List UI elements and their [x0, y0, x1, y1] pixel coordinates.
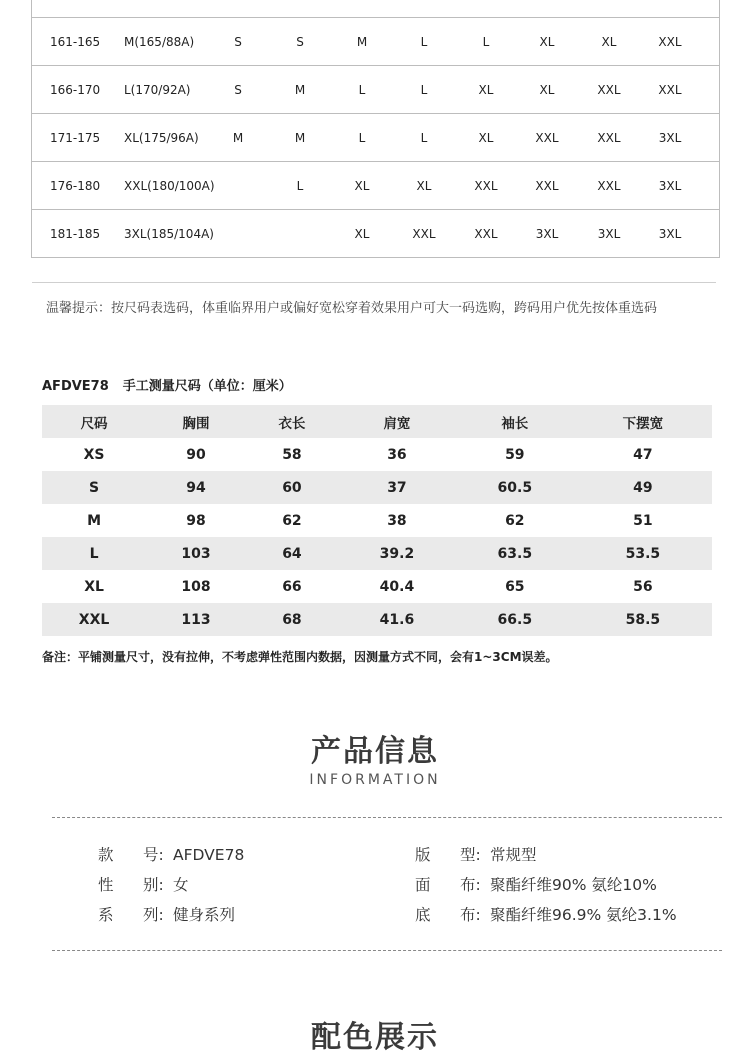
size-cell: L — [358, 130, 366, 145]
measure-header-cell: 袖长 — [501, 415, 529, 432]
measure-cell: 90 — [186, 446, 206, 463]
info-fit — [415, 843, 537, 865]
measure-cell: 39.2 — [379, 545, 415, 562]
measure-cell: XS — [83, 446, 105, 463]
info-fabric — [415, 873, 657, 895]
height-range — [50, 0, 100, 1]
measure-cell: 40.4 — [379, 578, 415, 595]
measure-cell: 66.5 — [497, 611, 533, 628]
measure-table — [42, 405, 712, 636]
size-cell: L — [296, 178, 304, 193]
height-range: 171-175 — [50, 130, 101, 145]
info-value: 常规型 — [490, 846, 537, 864]
measure-cell: 60.5 — [497, 479, 533, 496]
info-label: 型: — [460, 846, 481, 864]
info-label: 底 — [415, 906, 431, 924]
measure-cell: 37 — [387, 479, 407, 496]
measure-cell: XL — [84, 578, 104, 595]
size-cell: 3XL — [535, 226, 559, 241]
measure-header-row — [42, 405, 712, 438]
size-label: L(170/92A) — [124, 82, 191, 97]
size-label: XL(175/96A) — [124, 130, 199, 145]
size-chart-row — [32, 17, 719, 65]
color-section-title: 配色展示 — [311, 1020, 439, 1055]
size-cell — [218, 0, 258, 1]
measure-cell: 108 — [181, 578, 211, 595]
info-label: 面 — [415, 876, 431, 894]
info-label: 版 — [415, 846, 431, 864]
size-cell: XXL — [597, 178, 621, 193]
size-cell: XXL — [474, 178, 498, 193]
measure-cell: M — [87, 512, 102, 529]
size-cell — [466, 0, 506, 1]
size-cell: 3XL — [658, 130, 682, 145]
measure-cell: S — [89, 479, 100, 496]
size-tip: 温馨提示：按尺码表选码，体重临界用户或偏好宽松穿着效果用户可大一码选购，跨码用户优先按体重选码 — [46, 301, 658, 316]
size-cell — [280, 0, 320, 1]
info-label: 款 — [98, 846, 114, 864]
info-label: 号: — [143, 846, 164, 864]
height-range: 161-165 — [50, 34, 101, 49]
size-cell: XL — [601, 34, 617, 49]
measure-cell: 49 — [633, 479, 653, 496]
divider — [32, 282, 716, 283]
measure-cell: L — [89, 545, 99, 562]
info-label: 系 — [98, 906, 114, 924]
size-cell: XXL — [597, 82, 621, 97]
measure-cell: 94 — [186, 479, 206, 496]
measure-cell: 103 — [181, 545, 211, 562]
size-cell: XXL — [412, 226, 436, 241]
size-cell: XL — [354, 226, 370, 241]
measure-cell: 62 — [505, 512, 525, 529]
info-lining — [415, 903, 677, 925]
size-label — [124, 0, 191, 1]
info-value: 聚酯纤维96.9% 氨纶3.1% — [490, 906, 677, 924]
measure-cell: 68 — [282, 611, 302, 628]
measure-cell: 53.5 — [625, 545, 661, 562]
size-cell: L — [358, 82, 366, 97]
info-series — [98, 903, 235, 925]
info-value: 健身系列 — [173, 906, 236, 924]
info-value: 女 — [173, 876, 189, 894]
size-chart-row — [32, 161, 719, 209]
info-label: 别: — [143, 876, 164, 894]
size-cell: XL — [539, 34, 555, 49]
height-range: 166-170 — [50, 82, 101, 97]
measure-cell: XXL — [78, 611, 110, 628]
size-cell: S — [234, 34, 242, 49]
size-chart-row — [32, 65, 719, 113]
measure-model: AFDVE78 — [42, 379, 109, 394]
product-info-title: 产品信息 — [311, 734, 439, 769]
size-cell: L — [420, 34, 428, 49]
measure-cell: 113 — [181, 611, 211, 628]
measure-cell: 62 — [282, 512, 302, 529]
measure-cell: 56 — [633, 578, 653, 595]
size-cell — [589, 0, 629, 1]
measure-cell: 51 — [633, 512, 653, 529]
size-cell: M — [232, 130, 244, 145]
size-cell: XXL — [658, 82, 682, 97]
info-label: 布: — [460, 876, 481, 894]
size-cell: L — [420, 82, 428, 97]
dashed-divider-bottom — [52, 950, 722, 951]
size-chart-table — [31, 0, 720, 258]
size-cell: XXL — [597, 130, 621, 145]
size-cell: XL — [416, 178, 432, 193]
measure-cell: 59 — [505, 446, 525, 463]
size-cell: XL — [539, 82, 555, 97]
measure-row — [42, 603, 712, 636]
size-cell: XL — [478, 82, 494, 97]
measure-cell: 47 — [633, 446, 653, 463]
size-cell: 3XL — [597, 226, 621, 241]
size-cell: S — [296, 34, 304, 49]
measure-cell: 98 — [186, 512, 206, 529]
product-info-subtitle: INFORMATION — [309, 772, 441, 788]
size-cell: L — [482, 34, 490, 49]
size-cell: XXL — [474, 226, 498, 241]
measure-header-cell: 尺码 — [80, 415, 108, 432]
size-cell: M — [294, 130, 306, 145]
size-cell: S — [234, 82, 242, 97]
info-label: 布: — [460, 906, 481, 924]
size-chart-row — [32, 0, 719, 17]
size-cell: XXL — [535, 130, 559, 145]
measure-row — [42, 504, 712, 537]
size-cell — [404, 0, 444, 1]
info-gender — [98, 873, 189, 895]
measure-header-cell: 胸围 — [182, 415, 210, 432]
size-cell: L — [420, 130, 428, 145]
measure-header-cell: 肩宽 — [383, 415, 411, 432]
size-cell: XXL — [658, 34, 682, 49]
measure-note: 备注：平铺测量尺寸，没有拉伸，不考虑弹性范围内数据，因测量方式不同，会有1~3CM误差。 — [42, 650, 558, 664]
size-cell: 3XL — [658, 178, 682, 193]
size-cell: XXL — [535, 178, 559, 193]
height-range: 181-185 — [50, 226, 101, 241]
info-style-no — [98, 843, 244, 865]
size-label: XXL(180/100A) — [124, 178, 215, 193]
size-chart-row — [32, 113, 719, 161]
info-value: AFDVE78 — [173, 846, 245, 864]
size-cell: M — [294, 82, 306, 97]
measure-row — [42, 438, 712, 471]
measure-title — [42, 375, 292, 394]
info-label: 列: — [143, 906, 164, 924]
measure-cell: 65 — [505, 578, 525, 595]
measure-header-cell: 衣长 — [278, 415, 306, 432]
dashed-divider-top — [52, 817, 722, 818]
size-label: 3XL(185/104A) — [124, 226, 214, 241]
size-chart-row — [32, 209, 719, 257]
measure-row — [42, 570, 712, 603]
measure-cell: 58 — [282, 446, 302, 463]
size-cell: 3XL — [658, 226, 682, 241]
size-cell: XL — [354, 178, 370, 193]
size-cell — [342, 0, 382, 1]
measure-header-cell: 下摆宽 — [622, 415, 664, 432]
measure-cell: 63.5 — [497, 545, 533, 562]
info-label: 性 — [98, 876, 114, 894]
measure-row — [42, 471, 712, 504]
measure-unit-title: 手工测量尺码（单位：厘米） — [122, 379, 292, 394]
measure-cell: 36 — [387, 446, 407, 463]
info-value: 聚酯纤维90% 氨纶10% — [490, 876, 657, 894]
measure-cell: 66 — [282, 578, 302, 595]
measure-cell: 38 — [387, 512, 407, 529]
size-cell: M — [356, 34, 368, 49]
size-label: M(165/88A) — [124, 34, 195, 49]
measure-cell: 41.6 — [379, 611, 415, 628]
measure-cell: 58.5 — [625, 611, 661, 628]
size-cell: XL — [478, 130, 494, 145]
size-cell — [527, 0, 567, 1]
height-range: 176-180 — [50, 178, 101, 193]
measure-cell: 60 — [282, 479, 302, 496]
measure-row — [42, 537, 712, 570]
measure-cell: 64 — [282, 545, 302, 562]
